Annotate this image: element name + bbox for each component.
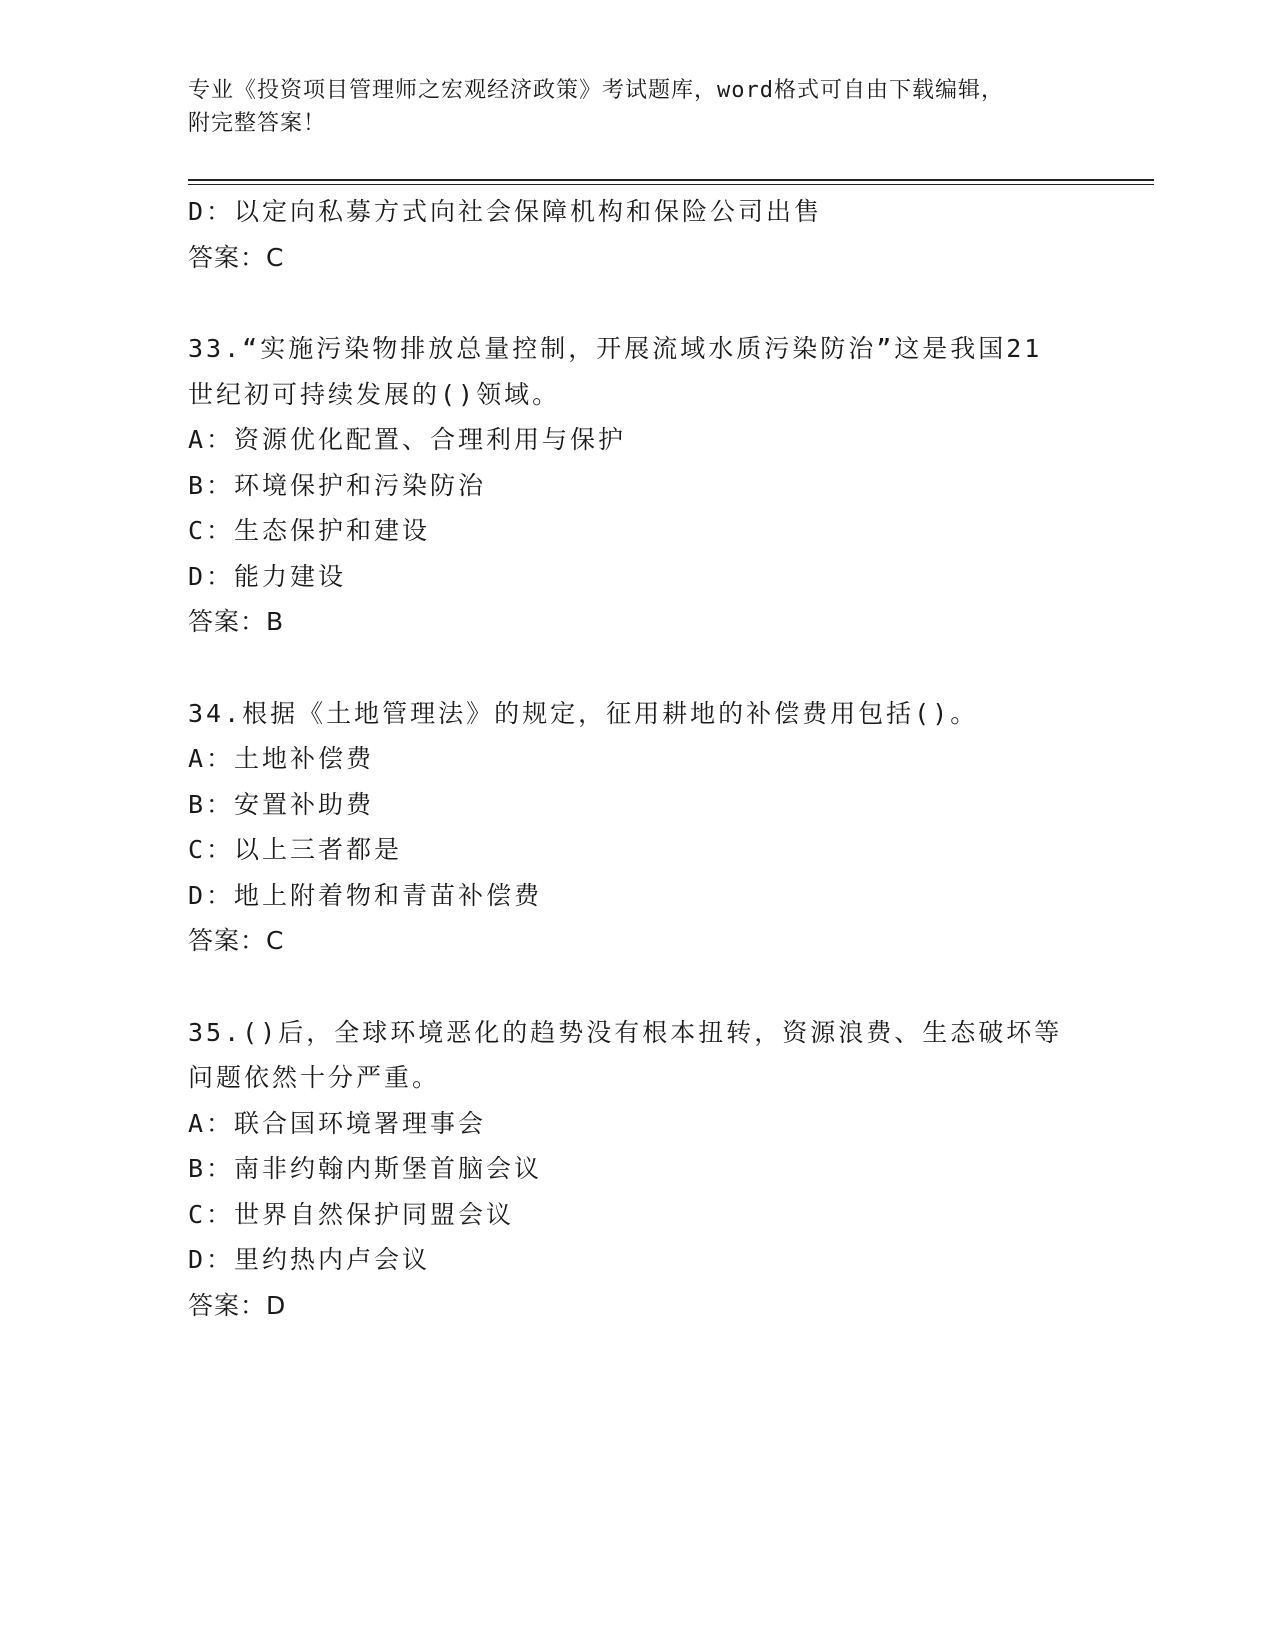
question-33: [188, 326, 1088, 645]
option-c: C：世界自然保护同盟会议: [188, 1199, 515, 1229]
document-header: [188, 74, 1088, 140]
option-a: A：资源优化配置、合理利用与保护: [188, 425, 627, 454]
answer-line: 答案：B: [188, 607, 285, 636]
option-d: D：地上附着物和青苗补偿费: [188, 880, 543, 910]
question-34: [188, 691, 1088, 964]
question-list: [188, 189, 1088, 1328]
answer-line: 答案：D: [188, 1290, 287, 1320]
option-d: D：里约热内卢会议: [188, 1245, 431, 1274]
spacer: [188, 280, 1088, 326]
option-a: A：土地补偿费: [188, 744, 375, 773]
question-stem-line-1: 34.根据《土地管理法》的规定，征用耕地的补偿费用包括()。: [188, 698, 979, 728]
option-b: B：环境保护和污染防治: [188, 470, 487, 500]
header-line-2: 附完整答案！: [188, 111, 327, 136]
question-stem-line-1: 35.()后，全球环境恶化的趋势没有根本扭转，资源浪费、生态破坏等: [188, 1017, 1063, 1047]
question-stem-line-2: 世纪初可持续发展的()领域。: [188, 379, 561, 409]
option-b: B：安置补助费: [188, 789, 375, 819]
spacer: [188, 964, 1088, 1010]
previous-question-tail: [188, 189, 1088, 280]
option-d: D：以定向私募方式向社会保障机构和保险公司出售: [188, 197, 823, 226]
spacer: [188, 645, 1088, 691]
header-divider-thin: [188, 184, 1154, 185]
option-c: C：以上三者都是: [188, 835, 403, 864]
option-c: C：生态保护和建设: [188, 516, 431, 545]
option-a: A：联合国环境署理事会: [188, 1108, 487, 1138]
question-stem-line-2: 问题依然十分严重。: [188, 1063, 441, 1092]
answer-line: 答案：C: [188, 242, 285, 272]
header-line-1: 专业《投资项目管理师之宏观经济政策》考试题库，word格式可自由下载编辑，: [188, 78, 1004, 103]
question-stem-line-1: 33.“实施污染物排放总量控制，开展流域水质污染防治”这是我国21: [188, 334, 1043, 363]
option-b: B：南非约翰内斯堡首脑会议: [188, 1154, 543, 1183]
question-35: [188, 1010, 1088, 1329]
header-divider-thick: [188, 179, 1154, 181]
answer-line: 答案：C: [188, 926, 285, 955]
option-d: D：能力建设: [188, 561, 347, 591]
